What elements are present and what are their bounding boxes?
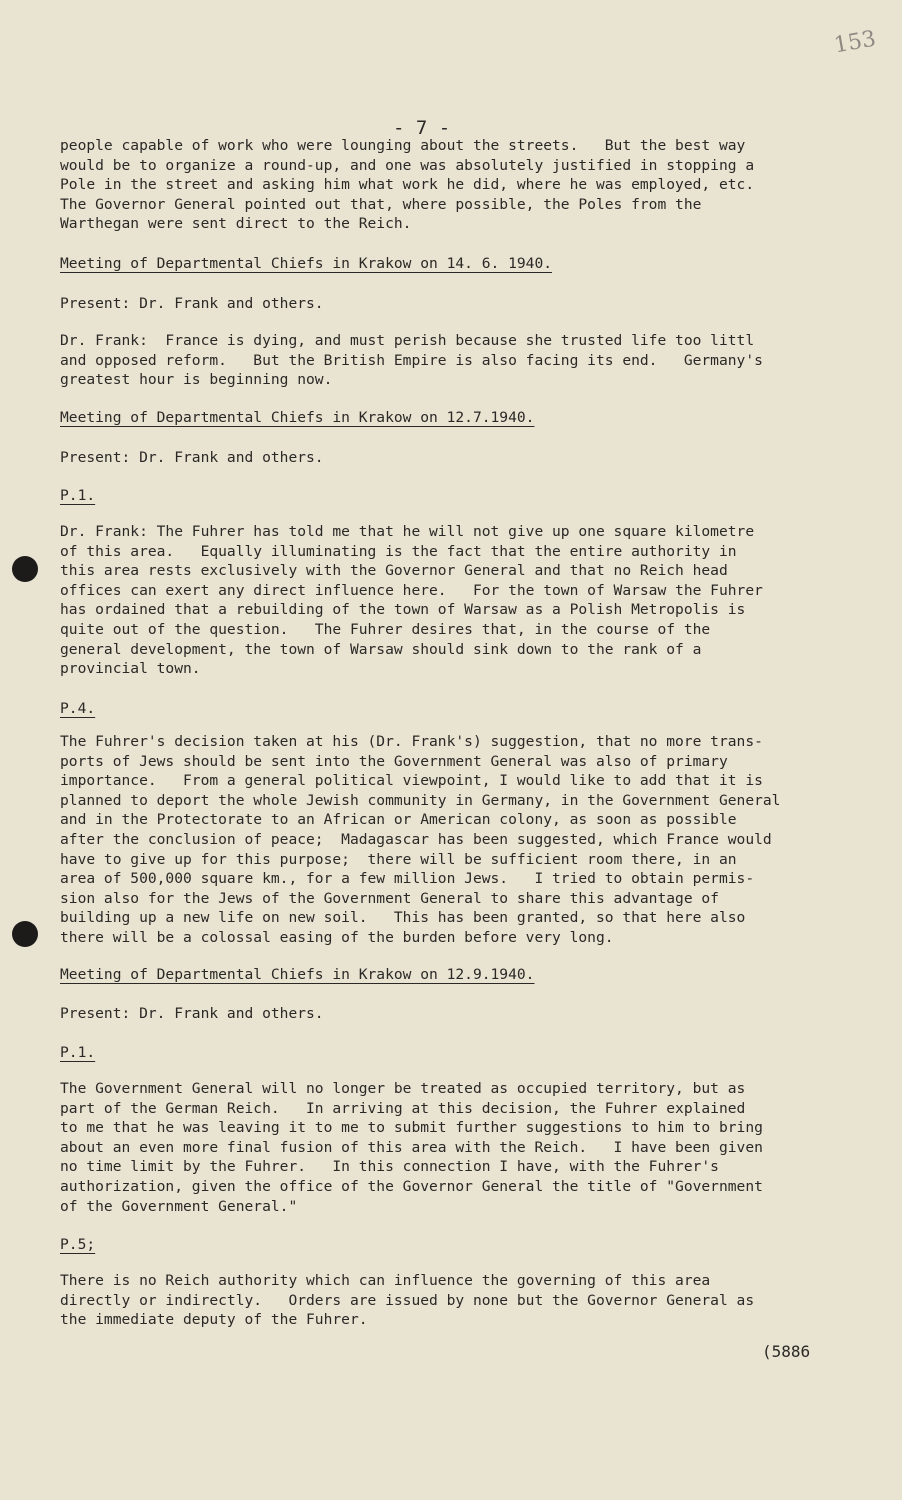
paragraph-continued: people capable of work who were lounging about the streets. But the best way would be to organize a round-up, and one was absolutely justified in stopping a Pole in the street and asking him what work he did, where he was employed, etc. The Governor General pointed out that, where possible, the Poles from the Warthegan were sent direct to the Reich. [60,137,755,233]
paragraph-deportation: The Fuhrer's decision taken at his (Dr. Frank's) suggestion, that no more trans- ports of Jews should be sent into the Government General was also of primary importance. From a general political viewpoint, I would like to add that it is planned to deport the whole Jewish community in Germany, in the Government General and in the Protectorate to an African or American colony, as soon as possible after the conclusion of peace; Madagascar has been suggested, which France would have to give up for this purpose; there will be sufficient room there, in an area of 500,000 square km., for a few million Jews. I tried to obtain permis- sion also for the Jews of the Government General to share this advantage of building up a new life on new soil. This has been granted, so that here also there will be a colossal easing of the burden before very long. [60,733,781,946]
section-heading-p1: P.1. [60,487,96,504]
meeting-heading-12-7-1940: Meeting of Departmental Chiefs in Krakow on 12.7.1940. [60,409,535,426]
document-reference-number: (5886 [762,1342,811,1361]
paragraph-government-general: The Government General will no longer be treated as occupied territory, but as part of the German Reich. In arriving at this decision, the Fuhrer explained to me that he was leaving it to me to submit further suggestions to him to bring about an even more final fusion of this area with the Reich. I have been given no time limit by the Fuhrer. In this connection I have, with the Fuhrer's authorization, given the office of the Governor General the title of "Government of the Government General." [60,1080,763,1215]
present-line: Present: Dr. Frank and others. [60,449,324,466]
section-heading-p4: P.4. [60,700,96,717]
meeting-heading-12-9-1940: Meeting of Departmental Chiefs in Krakow on 12.9.1940. [60,966,535,983]
punch-hole-bottom [12,921,38,947]
page-number: - 7 - [393,117,451,139]
punch-hole-top [12,556,38,582]
paragraph-reich-authority: There is no Reich authority which can influence the governing of this area directly or indirectly. Orders are issued by none but the Governor General as the immediate deputy of the Fuhrer. [60,1272,755,1329]
margin-page-mark: 153 [832,26,878,59]
section-heading-p1-second: P.1. [60,1044,96,1061]
section-heading-p5: P.5; [60,1236,96,1253]
present-line: Present: Dr. Frank and others. [60,1005,324,1022]
paragraph-warsaw: Dr. Frank: The Fuhrer has told me that he will not give up one square kilometre of this area. Equally illuminating is the fact that the entire authority in this area rests exclusively with the Governor General and that no Reich head offices can exert any direct influence here. For the town of Warsaw the Fuhrer has ordained that a rebuilding of the town of Warsaw as a Polish Metropolis is quite out of the question. The Fuhrer desires that, in the course of the general development, the town of Warsaw should sink down to the rank of a provincial town. [60,523,763,678]
paragraph-frank-france: Dr. Frank: France is dying, and must perish because she trusted life too littl and opposed reform. But the British Empire is also facing its end. Germany's greatest hour is beginning now. [60,332,763,389]
meeting-heading-14-6-1940: Meeting of Departmental Chiefs in Krakow on 14. 6. 1940. [60,255,553,272]
present-line: Present: Dr. Frank and others. [60,295,324,312]
